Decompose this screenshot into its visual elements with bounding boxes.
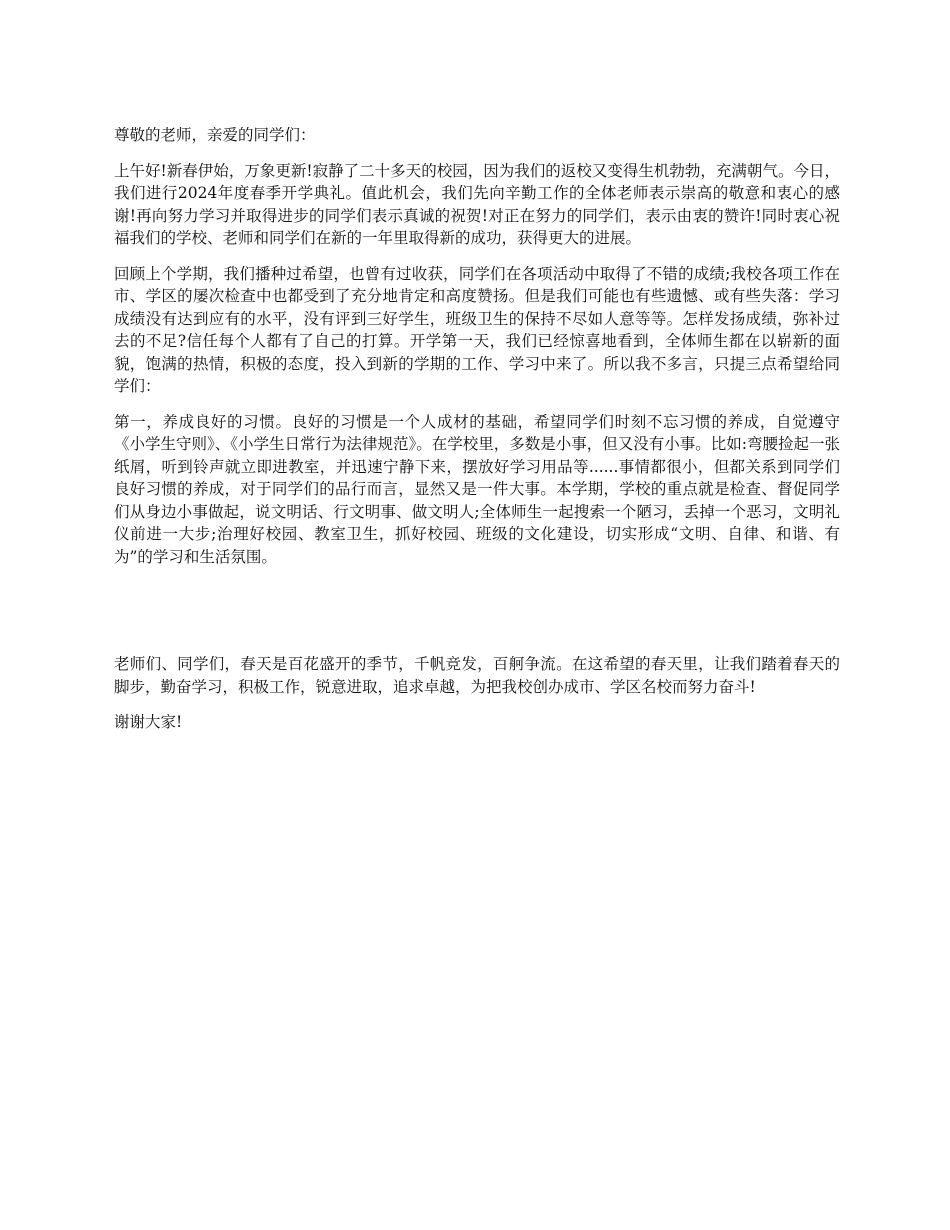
paragraph-habits: 第一，养成良好的习惯。良好的习惯是一个人成材的基础，希望同学们时刻不忘习惯的养成，自觉遵守《小学生守则》、《小学生日常行为法律规范》。在学校里，多数是小事，但又没有小事。比如:弯腰捡起一张纸屑，听到铃声就立即进教室，并迅速宁静下来，摆放好学习用品等......事情都很小，但都关系到同学们良好习惯的养成，对于同学们的品行而言，显然又是一件大事。本学期，学校的重点就是检查、督促同学们从身边小事做起，说文明话、行文明事、做文明人;全体师生一起搜索一个陋习，丢掉一个恶习，文明礼仪前进一大步;治理好校园、教室卫生，抓好校园、班级的文化建设，切实形成“文明、自律、和谐、有为”的学习和生活氛围。 xyxy=(114,412,840,566)
paragraph-review: 回顾上个学期，我们播种过希望，也曾有过收获，同学们在各项活动中取得了不错的成绩;我校各项工作在市、学区的屡次检查中也都受到了充分地肯定和高度赞扬。但是我们可能也有些遗憾、或有些失落：学习成绩没有达到应有的水平，没有评到三好学生，班级卫生的保持不尽如人意等等。怎样发扬成绩，弥补过去的不足?信任每个人都有了自己的打算。开学第一天，我们已经惊喜地看到，全体师生都在以崭新的面貌，饱满的热情，积极的态度，投入到新的学期的工作、学习中来了。所以我不多言，只提三点希望给同学们： xyxy=(114,264,840,395)
paragraph-opening: 上午好!新春伊始，万象更新!寂静了二十多天的校园，因为我们的返校又变得生机勃勃，充满朝气。今日，我们进行2024年度春季开学典礼。值此机会，我们先向辛勤工作的全体老师表示崇高的敬意和衷心的感谢!再向努力学习并取得进步的同学们表示真诚的祝贺!对正在努力的同学们，表示由衷的赞许!同时衷心祝福我们的学校、老师和同学们在新的一年里取得新的成功，获得更大的进展。 xyxy=(114,161,840,247)
paragraph-closing: 老师们、同学们，春天是百花盛开的季节，千帆竞发，百舸争流。在这希望的春天里，让我们踏着春天的脚步，勤奋学习，积极工作，锐意进取，追求卓越，为把我校创办成市、学区名校而努力奋斗! xyxy=(114,655,840,696)
salutation: 尊敬的老师，亲爱的同学们： xyxy=(114,126,316,144)
document-page xyxy=(114,124,840,747)
thanks-line: 谢谢大家! xyxy=(114,713,183,731)
section-gap xyxy=(114,581,840,653)
